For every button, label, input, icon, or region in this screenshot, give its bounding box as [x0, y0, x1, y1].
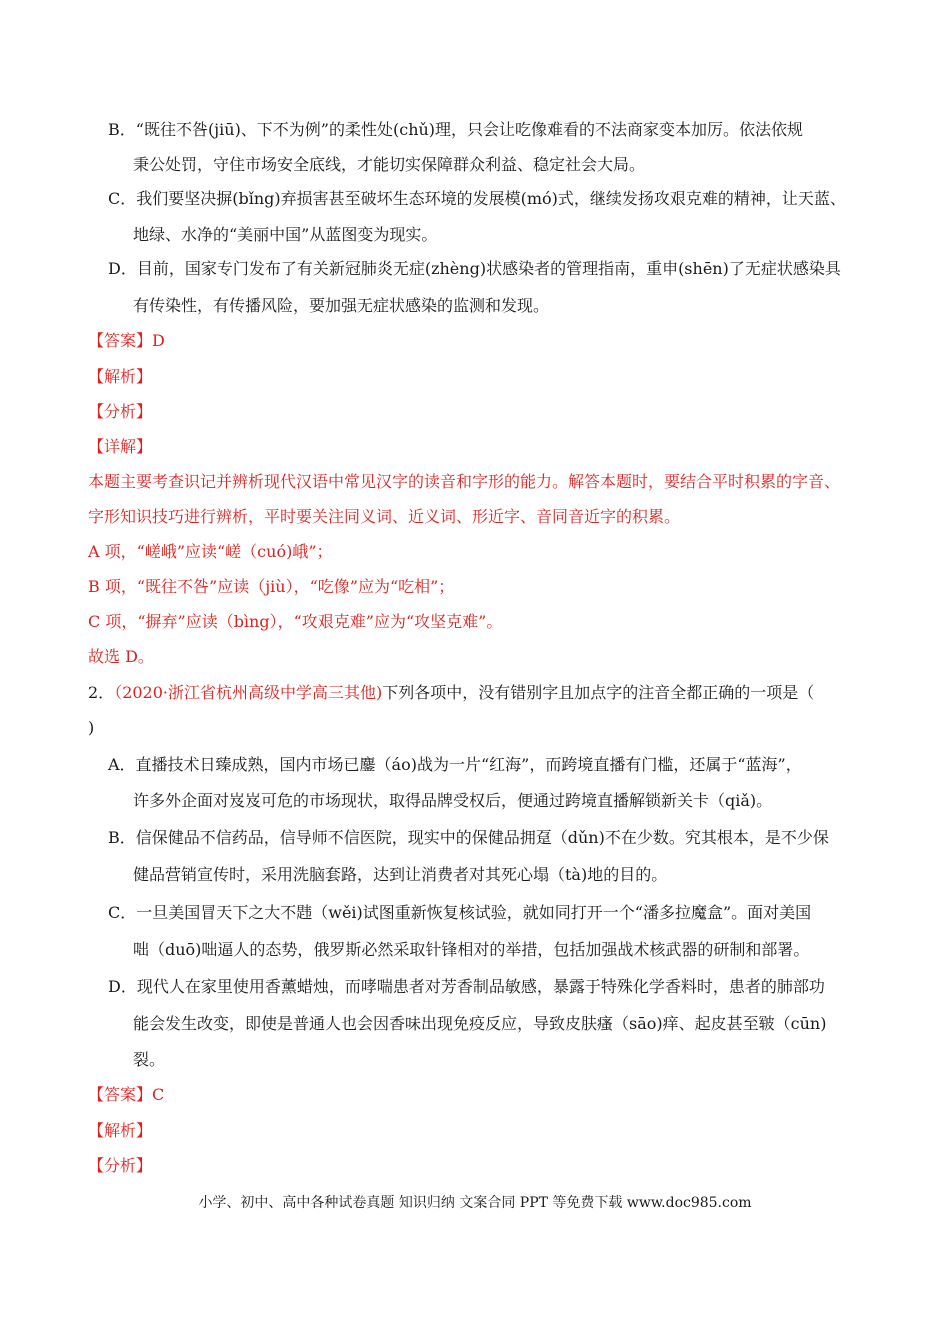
q2-answer: 【答案】C [88, 1085, 165, 1104]
q2-option-d-line3: 裂。 [133, 1050, 166, 1069]
q1-detail-line2: 字形知识技巧进行辨析，平时要关注同义词、近义词、形近字、音同音近字的积累。 [88, 507, 681, 526]
q1-fenxi-label: 【分析】 [88, 402, 153, 421]
q1-conclusion: 故选 D。 [88, 647, 154, 666]
q2-fenxi-label: 【分析】 [88, 1156, 153, 1175]
q1-detail-line1: 本题主要考查识记并辨析现代汉语中常见汉字的读音和字形的能力。解答本题时，要结合平时积累的字音、 [88, 472, 841, 491]
q2-option-b-line1: B．信保健品不信药品，信导师不信医院，现实中的保健品拥趸（dǔn)不在少数。究其根本，是不少保 [108, 828, 829, 847]
q2-option-d-line2: 能会发生改变，即使是普通人也会因香味出现免疫反应，导致皮肤瘙（sāo)痒、起皮甚至皲（cūn) [133, 1014, 827, 1033]
q2-number: 2． [88, 683, 115, 702]
q1-option-c-line2: 地绿、水净的“美丽中国”从蓝图变为现实。 [133, 225, 438, 244]
q1-option-b-line1: B．“既往不咎(jiū)、下不为例”的柔性处(chǔ)理，只会让吃像难看的不法商家变本加厉。依法依规 [108, 120, 804, 139]
q1-option-d-line2: 有传染性，有传播风险，要加强无症状感染的监测和发现。 [133, 296, 550, 315]
q1-option-d-line1: D．目前，国家专门发布了有关新冠肺炎无症(zhèng)状感染者的管理指南，重申(shēn)了无症状感染具 [108, 259, 841, 278]
q1-option-c-line1: C．我们要坚决摒(bǐng)弃损害甚至破坏生态环境的发展模(mó)式，继续发扬攻艰克难的精神，让天蓝、 [108, 189, 846, 208]
q1-item-b: B 项，“既往不咎”应读（jiù），“吃像”应为“吃相”； [88, 577, 455, 596]
q2-source: （2020·浙江省杭州高级中学高三其他) [114, 683, 383, 702]
q2-option-d-line1: D．现代人在家里使用香薰蜡烛，而哮喘患者对芳香制品敏感，暴露于特殊化学香料时，患者的肺部功 [108, 977, 825, 996]
q1-detail-label: 【详解】 [88, 437, 153, 456]
q2-stem-end: ) [88, 718, 95, 737]
page-footer: 小学、初中、高中各种试卷真题 知识归纳 文案合同 PPT 等免费下载 www.doc985.com [198, 1195, 752, 1211]
q1-analysis-label: 【解析】 [88, 367, 153, 386]
q2-stem: 下列各项中，没有错别字且加点字的注音全都正确的一项是（ [382, 683, 815, 702]
q1-option-b-line2: 秉公处罚，守住市场安全底线，才能切实保障群众利益、稳定社会大局。 [133, 155, 646, 174]
q2-option-a-line1: A．直播技术日臻成熟，国内市场已鏖（áo)战为一片“红海”，而跨境直播有门槛，还属于“蓝海”， [108, 755, 802, 774]
q2-option-b-line2: 健品营销宣传时，采用洗脑套路，达到让消费者对其死心塌（tà)地的目的。 [133, 865, 668, 884]
q2-option-c-line1: C．一旦美国冒天下之大不韪（wěi)试图重新恢复核试验，就如同打开一个“潘多拉魔盒”。面对美国 [108, 903, 812, 922]
q2-analysis-label: 【解析】 [88, 1121, 153, 1140]
q1-item-c: C 项，“摒弃”应读（bìng），“攻艰克难”应为“攻坚克难”。 [88, 612, 503, 631]
q2-stem-line [88, 682, 814, 704]
q2-option-a-line2: 许多外企面对岌岌可危的市场现状，取得品牌受权后，便通过跨境直播解锁新关卡（qiǎ)。 [133, 791, 773, 810]
q1-answer: 【答案】D [88, 331, 165, 350]
q2-option-c-line2: 咄（duō)咄逼人的态势，俄罗斯必然采取针锋相对的举措，包括加强战术核武器的研制和部署。 [133, 940, 810, 959]
q1-item-a: A 项，“嵯峨”应读“嵯（cuó)峨”； [88, 542, 333, 561]
